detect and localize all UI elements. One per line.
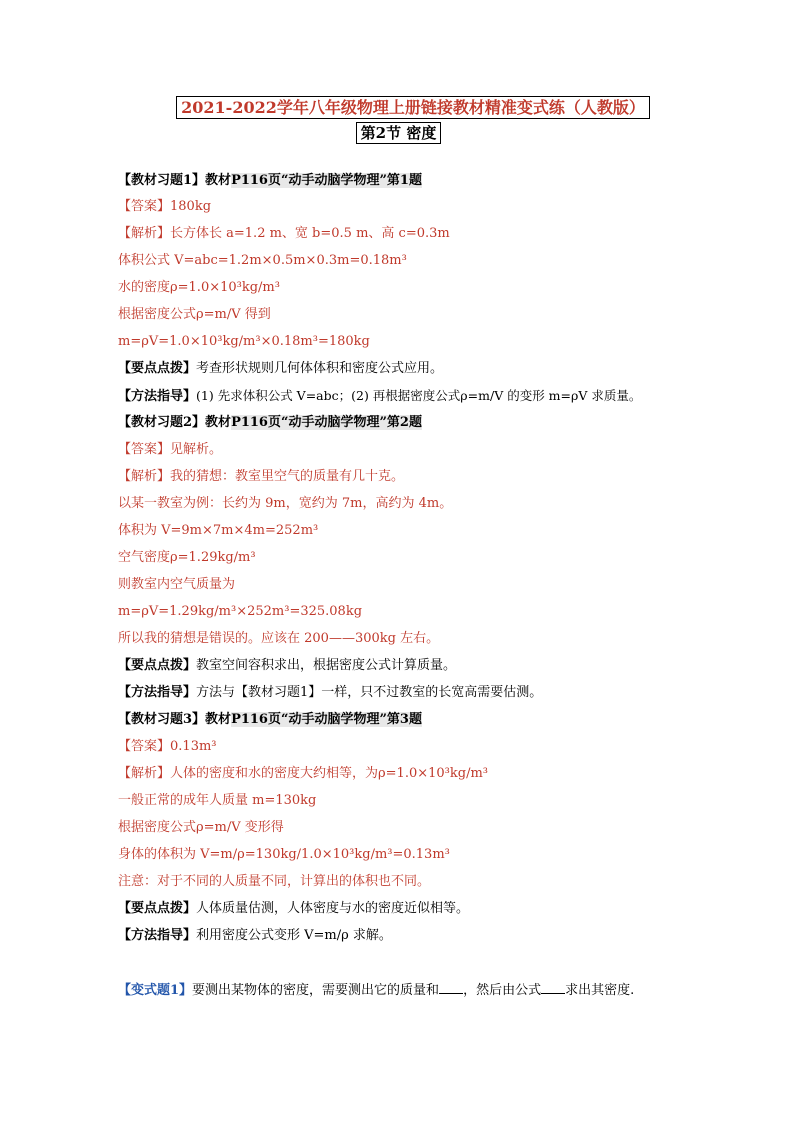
problem3-method: 【方法指导】利用密度公式变形 V=m/ρ 求解。 xyxy=(118,928,392,943)
problem2-line: 体积为 V=9m×7m×4m=252m³ xyxy=(118,523,319,538)
answer-blank[interactable] xyxy=(439,981,463,994)
section-title: 第2节 密度 xyxy=(356,122,442,144)
problem3-line: 一般正常的成年人质量 m=130kg xyxy=(118,793,317,808)
problem3-keypoint: 【要点点拨】人体质量估测，人体密度与水的密度近似相等。 xyxy=(118,901,470,916)
problem1-heading: 【教材习题1】教材P116页“动手动脑学物理”第1题 xyxy=(118,173,422,188)
problem2-analysis: 【解析】我的猜想：教室里空气的质量有几十克。 xyxy=(118,469,405,484)
problem3-answer: 【答案】0.13m³ xyxy=(118,739,217,754)
problem2-method: 【方法指导】方法与【教材习题1】一样，只不过教室的长宽高需要估测。 xyxy=(118,685,543,700)
problem1-analysis: 【解析】长方体长 a=1.2 m、宽 b=0.5 m、高 c=0.3m xyxy=(118,226,450,241)
problem2-line: 空气密度ρ=1.29kg/m³ xyxy=(118,550,256,565)
problem2-answer: 【答案】见解析。 xyxy=(118,442,223,457)
variant1-question: 【变式题1】要测出某物体的密度，需要测出它的质量和 ，然后由公式 求出其密度. xyxy=(118,983,635,998)
problem2-heading: 【教材习题2】教材P116页“动手动脑学物理”第2题 xyxy=(118,415,422,430)
problem1-line: m=ρV=1.0×10³kg/m³×0.18m³=180kg xyxy=(118,334,370,349)
problem3-analysis: 【解析】人体的密度和水的密度大约相等，为ρ=1.0×10³kg/m³ xyxy=(118,766,488,781)
title-row xyxy=(0,96,794,119)
problem1-line: 水的密度ρ=1.0×10³kg/m³ xyxy=(118,280,280,295)
problem1-method: 【方法指导】(1) 先求体积公式 V=abc；(2) 再根据密度公式ρ=m/V 的变形 m=ρV 求质量。 xyxy=(118,388,642,404)
answer-blank[interactable] xyxy=(541,981,565,994)
page-title: 2021-2022学年八年级物理上册链接教材精准变式练（人教版） xyxy=(176,96,650,119)
problem2-line: 以某一教室为例：长约为 9m，宽约为 7m，高约为 4m。 xyxy=(118,496,453,511)
subtitle-row xyxy=(0,122,794,144)
problem3-line: 根据密度公式ρ=m/V 变形得 xyxy=(118,820,284,835)
problem1-line: 根据密度公式ρ=m/V 得到 xyxy=(118,307,271,322)
problem2-line: m=ρV=1.29kg/m³×252m³=325.08kg xyxy=(118,604,363,619)
problem1-line: 体积公式 V=abc=1.2m×0.5m×0.3m=0.18m³ xyxy=(118,253,407,268)
problem3-heading: 【教材习题3】教材P116页“动手动脑学物理”第3题 xyxy=(118,712,422,727)
problem2-line: 所以我的猜想是错误的。应该在 200——300kg 左右。 xyxy=(118,631,440,646)
problem3-line: 身体的体积为 V=m/ρ=130kg/1.0×10³kg/m³=0.13m³ xyxy=(118,847,450,862)
problem1-answer: 【答案】180kg xyxy=(118,199,212,214)
problem1-keypoint: 【要点点拨】考查形状规则几何体体积和密度公式应用。 xyxy=(118,361,444,376)
problem2-line: 则教室内空气质量为 xyxy=(118,577,236,592)
problem2-keypoint: 【要点点拨】教室空间容积求出，根据密度公式计算质量。 xyxy=(118,658,457,673)
problem3-line: 注意：对于不同的人质量不同，计算出的体积也不同。 xyxy=(118,874,431,889)
